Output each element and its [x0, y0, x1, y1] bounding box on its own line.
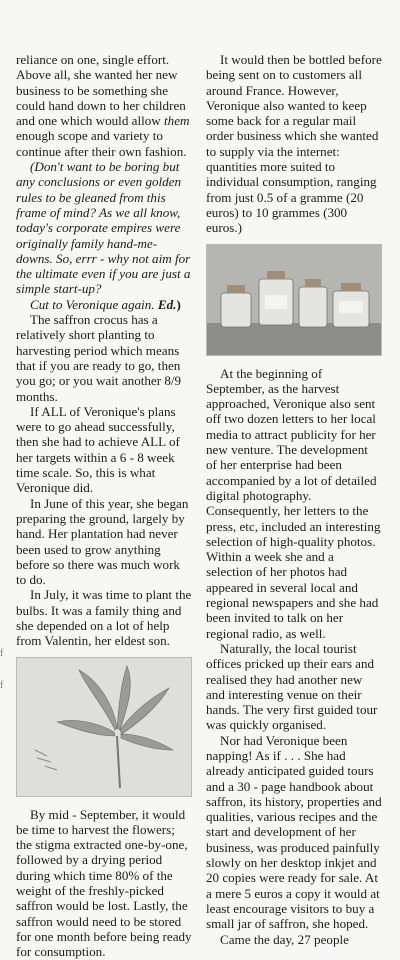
- saffron-jars-photo: [206, 244, 382, 356]
- paragraph: In July, it was time to plant the bulbs. It was a family thing and she depended on a lot of help from Valentin, her eldest son.: [16, 587, 192, 649]
- paragraph: In June of this year, she began preparing the ground, largely by hand. Her plantation had never been used to grow anything before so there was much work to do.: [16, 495, 189, 588]
- paragraph: By mid - September, it would be time to harvest the flowers; the stigma extracted one-by-one, followed by a drying period during which time 80% of the weight of the freshly-picked saffron would be lost. Lastly, the saffron would need to be stored for one month before being ready for consumption.: [16, 806, 192, 960]
- paragraph: reliance on one, single effort. Above all, she wanted her new business to be something she could hand down to her children and one which would allow them enough scope and variety to continue after their own fashion.: [16, 52, 190, 159]
- paragraph: Naturally, the local tourist offices pricked up their ears and realised they had another new and interesting venue on their hands. The very first guided tour was quickly organised.: [206, 640, 378, 733]
- paragraph: If ALL of Veronique's plans were to go ahead successfully, then she had to achieve ALL of her targets within a 6 - 8 week time scale. So, this is what Veronique did.: [16, 403, 180, 496]
- paragraph: The saffron crocus has a relatively short planting to harvesting period which means that if you are ready to go, then you go; or you wait another 8/9 months.: [16, 312, 182, 404]
- saffron-flower-image: [17, 658, 192, 796]
- paragraph: At the beginning of September, as the harvest approached, Veronique also sent off two dozen letters to her local media to attract publicity for her new venture. The development of her enterprise had been accompanied by a lot of detailed digital photography. Consequently, her letters to the press, etc, included an interesting selection of high-quality photos. Within a week she and a selection of her photos had appeared in several local and regional newspapers and she had been invited to talk on her regional radio, as well.: [206, 365, 381, 641]
- right-column: [206, 52, 382, 947]
- paragraph: Nor had Veronique been napping! As if . . . She had already anticipated guided tours and a 30 - page handbook about saffron, its history, properties and qualities, various recipes and the start and development of her business, was produced painfully slowly on her desktop inkjet and 20 copies were ready for sale. At a mere 5 euros a copy it would at least encourage visitors to buy a small jar of saffron, she hoped.: [206, 732, 382, 932]
- editor-signature: Ed.: [157, 296, 177, 312]
- stray-mark: f: [0, 680, 4, 691]
- stray-mark: f: [0, 648, 4, 659]
- paragraph: It would then be bottled before being sent on to customers all around France. However, Veronique also wanted to keep some back for a regular mail order business which she wanted to supply via the internet: quantities more suited to individual consumption, ranging from just 0.5 of a gramme (20 euros) to 10 grammes (300 euros.): [206, 52, 382, 236]
- saffron-flower-photo: [16, 657, 192, 797]
- emphasis: them: [164, 113, 190, 129]
- left-column: [16, 52, 192, 960]
- paragraph: Came the day, 27 people: [220, 931, 349, 947]
- editor-cut: Cut to Veronique again. Ed.): [30, 296, 181, 312]
- saffron-jars-image: [207, 245, 382, 355]
- editor-aside: (Don't want to be boring but any conclusions or even golden rules to be gleaned from this frame of mind? As we all know, today's corporate empires were originally family hand-me-downs. So, errr - why not aim for the ultimate even if you are just a simple start-up?: [16, 159, 191, 297]
